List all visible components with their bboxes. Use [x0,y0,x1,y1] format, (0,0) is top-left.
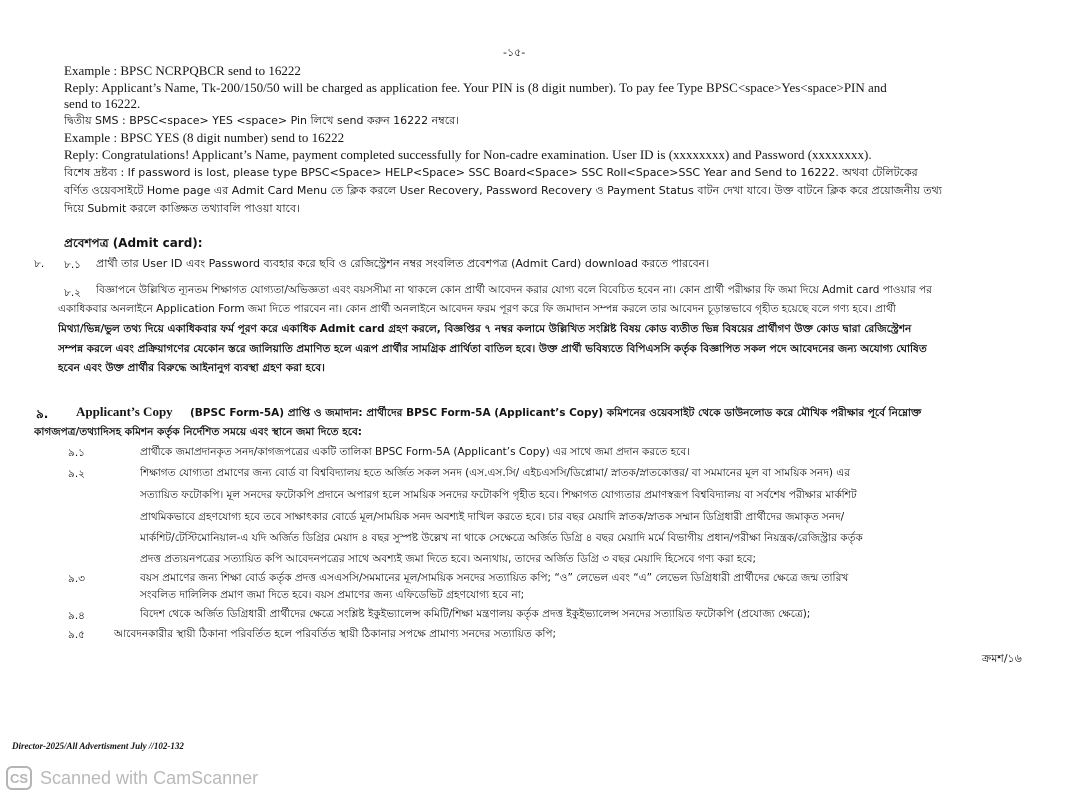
example-line-1: Example : BPSC NCRPQBCR send to 16222 [64,63,301,78]
item-9-1-text: প্রার্থীকে জমাপ্রদানকৃত সনদ/কাগজপত্রের একটি তালিকা BPSC Form-5A (Applicant’s Copy) এর সাথে জমা প্রদান করতে হবে। [140,446,690,458]
item-9-5-text: আবেদনকারীর স্থায়ী ঠিকানা পরিবর্তিত হলে পরিবর্তিত স্থায়ী ঠিকানার সপক্ষে প্রামাণ্য সনদের সত্যায়িত কপি; [114,628,557,640]
item-9-3-line-2: সংবলিত দালিলিক প্রমাণ জমা দিতে হবে। বয়স প্রমাণের জন্য এফিডেভিট গ্রহণযোগ্য হবে না; [140,589,525,601]
item-9-3-line-1: বয়স প্রমাণের জন্য শিক্ষা বোর্ড কর্তৃক প্রদত্ত এসএসসি/সমমানের মূল/সাময়িক সনদের সত্যায়িত কপি; “ও” লেভেল এবং “এ” লেভেল ডিগ্রিধারী প্রার্থীদের ক্ষেত্রে জন্ম তারিখ [140,572,849,584]
item-9-3-number: ৯.৩ [68,573,85,585]
item-8-1-number: ৮.১ [64,259,81,271]
item-8-2-line-2: একাধিকবার অনলাইনে Application Form জমা দিতে পারবেন না। কোন প্রার্থী অনলাইনে আবেদন ফরম পূরণ করে ফি জমাদান সম্পন্ন করলে তার আবেদন চূড়ান্তভাবে গৃহীত হয়েছে বলে গণ্য হবে। প্রার্থী [58,303,896,315]
item-9-2-line-1: শিক্ষাগত যোগ্যতা প্রমাণের জন্য বোর্ড বা বিশ্ববিদ্যালয় হতে অর্জিত সকল সনদ (এস.এস.সি/ এইচএসসি/ডিপ্লোমা/ স্নাতক/স্নাতকোত্তর/ বা সমমানের মূল বা সাময়িক সনদ) এর [140,467,851,479]
camscanner-watermark [6,764,258,792]
item-8-2-line-4: সম্পন্ন করলে এবং প্রক্রিয়াগণের যেকোন স্তরে জালিয়াতি প্রমাণিত হলে এরূপ প্রার্থীর সামগ্রিক প্রার্থিতা বাতিল হবে। উক্ত প্রার্থী ভবিষ্যতে বিপিএসসি কর্তৃক বিজ্ঞাপিত সকল পদে আবেদনের জন্য অযোগ্য ঘোষিত [58,343,927,355]
item-9-1-number: ৯.১ [68,447,85,459]
footer-reference: Director-2025/All Advertisment July //102-132 [12,741,184,751]
section-9-number: ৯. [36,407,49,421]
item-8-2-number: ৮.২ [64,287,81,299]
applicant-copy-heading-line-2: কাগজপত্র/তথ্যাদিসহ কমিশন কর্তৃক নির্দেশিত সময়ে এবং স্থানে জমা দিতে হবে: [34,426,362,438]
item-9-2-line-4: মার্কশিট/টেস্টিমোনিয়াল-এ যদি অর্জিত ডিগ্রির মেয়াদ ৪ বছর সুস্পষ্ট উল্লেখ না থাকে সেক্ষেত্রে অর্জিত ডিগ্রি ৪ বছর মেয়াদি মর্মে বিভাগীয় প্রধান/পরীক্ষা নিয়ন্ত্রক/রেজিস্ট্রার কর্তৃক [140,532,863,544]
applicant-copy-heading: Applicant’s Copy [76,404,173,419]
reply-line-1-cont: send to 16222. [64,96,141,111]
camscanner-logo-icon: CS [6,766,32,790]
item-9-2-line-3: প্রাথমিকভাবে গ্রহণযোগ্য হবে তবে সাক্ষাৎকার বোর্ডে মূল/সাময়িক সনদ অবশ্যই দাখিল করতে হবে। চার বছর মেয়াদি স্নাতক/স্নাতক সম্মান ডিগ্রিধারী প্রার্থীদের জমাকৃত সনদ/ [140,511,845,523]
special-note-line-2: বর্ণিত ওয়েবসাইটে Home page এর Admit Card Menu তে ক্লিক করলে User Recovery, Password Recovery ও Payment Status বাটন দেখা যাবে। উক্ত বাটনে ক্লিক করে প্রয়োজনীয় তথ্য [64,184,942,197]
admit-card-heading: প্রবেশপত্র (Admit card): [64,236,203,250]
camscanner-text: Scanned with CamScanner [40,767,259,788]
item-9-2-line-5: প্রদত্ত প্রত্যয়নপত্রের সত্যায়িত কপি আবেদনপত্রের সাথে অবশ্যই জমা দিতে হবে। অন্যথায়, তাদের অর্জিত ডিগ্রি ৩ বছর মেয়াদি হিসেবে গণ্য করা হবে; [140,553,757,565]
reply-line-1: Reply: Applicant’s Name, Tk-200/150/50 will be charged as application fee. Your PIN is (8 digit number). To pay fee Type BPSC<space>Yes<space>PIN and [64,80,887,95]
item-9-2-number: ৯.২ [68,468,85,480]
section-8-number: ৮. [34,258,45,270]
reply-line-2: Reply: Congratulations! Applicant’s Name, payment completed successfully for Non-cadre examination. User ID is (xxxxxxxx) and Password (xxxxxxxx). [64,147,872,162]
item-8-2-line-3: মিথ্যা/ভিন্ন/ভুল তথ্য দিয়ে একাধিকবার ফর্ম পূরণ করে একাধিক Admit card গ্রহণ করলে, বিজ্ঞপ্তির ৭ নম্বর কলামে উল্লিখিত সংশ্লিষ্ট বিষয় কোড ব্যতীত ভিন্ন বিষয়ের প্রার্থীগণ উক্ত কোড দ্বারা রেজিস্ট্রেশন [58,323,912,335]
item-9-4-text: বিদেশ থেকে অর্জিত ডিগ্রিধারী প্রার্থীদের ক্ষেত্রে সংশ্লিষ্ট ইকুইভ্যালেন্স কমিটি/শিক্ষা মন্ত্রণালয় কর্তৃক প্রদত্ত ইকুইভ্যালেন্স সনদের সত্যায়িত ফটোকপি (প্রযোজ্য ক্ষেত্রে); [140,608,811,620]
item-9-4-number: ৯.৪ [68,610,85,622]
item-9-2-line-2: সত্যায়িত ফটোকপি। মূল সনদের ফটোকপি প্রদানে অপারগ হলে সাময়িক সনদের ফটোকপি গৃহীত হবে। শিক্ষাগত যোগ্যতার প্রমাণস্বরূপ বিশ্ববিদ্যালয় বা সর্বশেষ পরীক্ষার মার্কশিট [140,489,857,501]
item-8-2-line-1: বিজ্ঞাপনে উল্লিখিত ন্যূনতম শিক্ষাগত যোগ্যতা/অভিজ্ঞতা এবং বয়সসীমা না থাকলে কোন প্রার্থী আবেদন করার যোগ্য বলে বিবেচিত হবেন না। কোন প্রার্থী পরীক্ষার ফি জমা দিয়ে Admit card পাওয়ার পর [96,284,932,296]
continued-marker: ক্রমশ/১৬ [982,652,1022,665]
applicant-copy-heading-rest: (BPSC Form-5A) প্রাপ্তি ও জমাদান: প্রার্থীদের BPSC Form-5A (Applicant’s Copy) কমিশনের ওয়েবসাইট থেকে ডাউনলোড করে মৌখিক পরীক্ষার পূর্বে নিম্নোক্ত [190,407,922,419]
example-line-2: Example : BPSC YES (8 digit number) send to 16222 [64,130,345,145]
second-sms-line: দ্বিতীয় SMS : BPSC<space> YES <space> Pin লিখে send করুন 16222 নম্বরে। [64,114,460,127]
item-8-1-text: প্রার্থী তার User ID এবং Password ব্যবহার করে ছবি ও রেজিস্ট্রেশন নম্বর সংবলিত প্রবেশপত্র (Admit Card) download করতে পারবেন। [96,257,710,270]
item-9-5-number: ৯.৫ [68,629,85,641]
special-note-line-1: বিশেষ দ্রষ্টব্য : If password is lost, please type BPSC<Space> HELP<Space> SSC Board<Space> SSC Roll<Space>SSC Year and Send to 16222. অথবা টেলিটকের [64,166,918,179]
special-note-line-3: দিয়ে Submit করলে কাঙ্ক্ষিত তথ্যাবলি পাওয়া যাবে। [64,202,301,215]
item-8-2-line-5: হবেন এবং উক্ত প্রার্থীর বিরুদ্ধে আইনানুগ ব্যবস্থা গ্রহণ করা হবে। [58,362,325,374]
page-number: -১৫- [503,46,526,59]
